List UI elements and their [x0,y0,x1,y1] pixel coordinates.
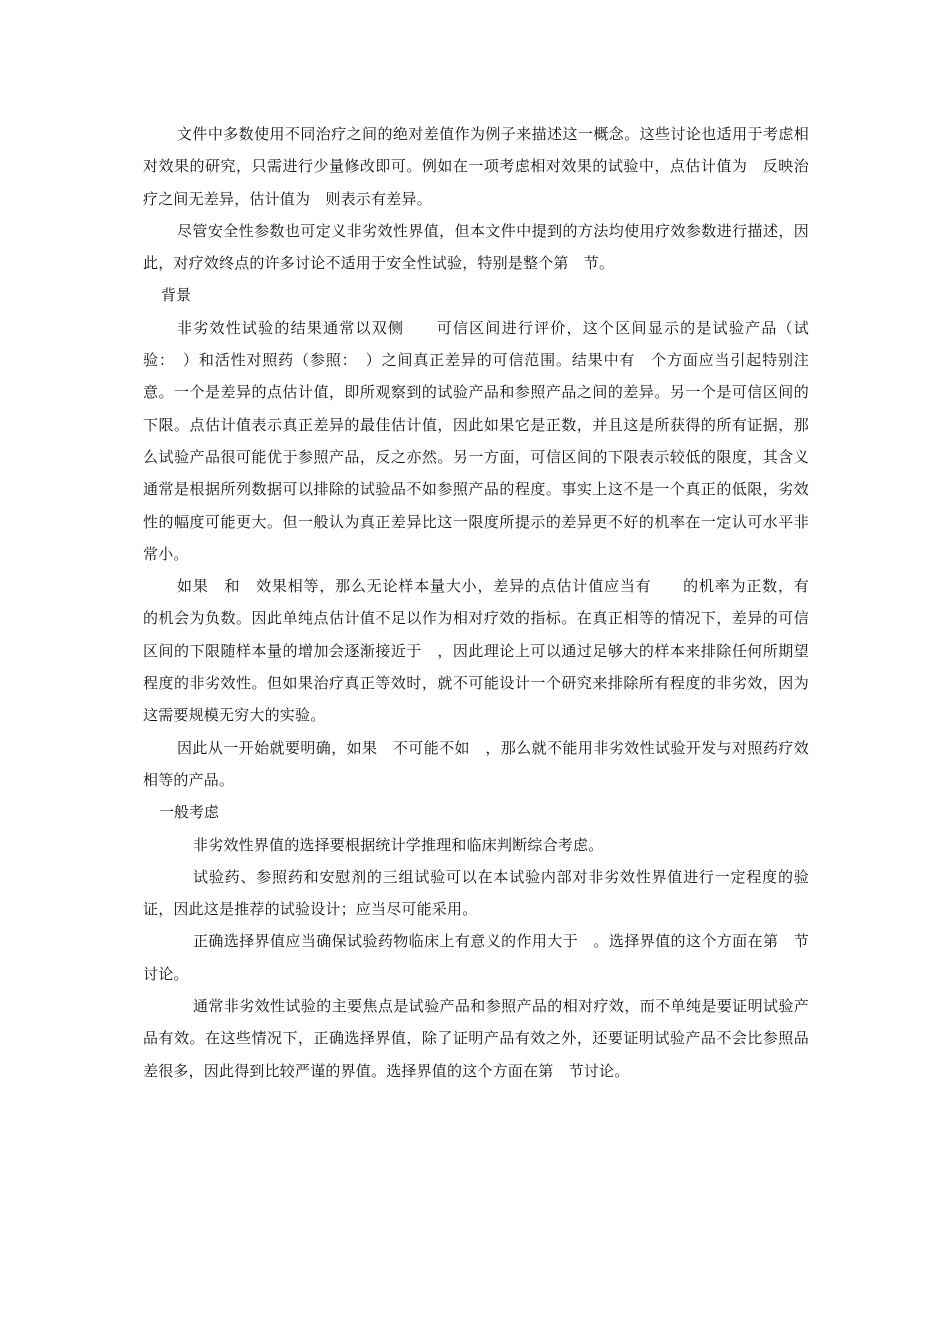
heading-background: 背景 [161,286,192,305]
paragraph-clinical-effect: 正确选择界值应当确保试验药物临床上有意义的作用大于 。选择界值的这个方面在第 节讨论。 [143,932,809,983]
paragraph-equal-effect: 如果 和 效果相等，那么无论样本量大小，差异的点估计值应当有 的机率为正数，有 的机会为负数。因此单纯点估计值不足以作为相对疗效的指标。在真正相等的情况下，差异的可信区间的下限随样本量的增加会逐渐接近于 ，因此理论上可以通过足够大的样本来排除任何所期望程度的非劣效性。但如果治疗真正等效时，就不可能设计一个研究来排除所有程度的非劣效，因为这需要规模无穷大的实验。 [143,577,840,725]
paragraph-three-arm-trial: 试验药、参照药和安慰剂的三组试验可以在本试验内部对非劣效性界值进行一定程度的验证，因此这是推荐的试验设计；应当尽可能采用。 [143,867,809,919]
paragraph-safety-parameters: 尽管安全性参数也可定义非劣效性界值，但本文件中提到的方法均使用疗效参数进行描述，因此，对疗效终点的许多讨论不适用于安全性试验，特别是整个第 节。 [143,221,809,273]
paragraph-conclusion: 因此从一开始就要明确，如果 不可能不如 ，那么就不能用非劣效性试验开发与对照药疗效相等的产品。 [143,738,809,789]
paragraph-margin-selection: 非劣效性界值的选择要根据统计学推理和临床判断综合考虑。 [193,835,604,854]
paragraph-confidence-interval: 非劣效性试验的结果通常以双侧 可信区间进行评价，这个区间显示的是试验产品（试验： ）和活性对照药（参照： ）之间真正差异的可信范围。结果中有 个方面应当引起特别注意。一个是差异的点估计值，即所观察到的试验产品和参照产品之间的差异。另一个是可信区间的下限。点估计值表示真正差异的最佳估计值，因此如果它是正数，并且这是所获得的所有证据，那么试验产品很可能优于参照产品，反之亦然。另一方面，可信区间的下限表示较低的限度，其含义通常是根据所列数据可以排除的试验品不如参照产品的程度。事实上这不是一个真正的低限，劣效性的幅度可能更大。但一般认为真正差异比这一限度所提示的差异更不好的机率在一定认可水平非常小。 [143,318,809,563]
paragraph-relative-effect: 文件中多数使用不同治疗之间的绝对差值作为例子来描述这一概念。这些讨论也适用于考虑相对效果的研究，只需进行少量修改即可。例如在一项考虑相对效果的试验中，点估计值为 反映治疗之间无差异，估计值为 则表示有差异。 [143,125,809,208]
paragraph-relative-efficacy: 通常非劣效性试验的主要焦点是试验产品和参照产品的相对疗效，而不单纯是要证明试验产品有效。在这些情况下，正确选择界值，除了证明产品有效之外，还要证明试验产品不会比参照品差很多，因此得到比较严谨的界值。选择界值的这个方面在第 节讨论。 [143,997,809,1080]
document-page [143,118,840,1087]
heading-general-considerations: 一般考虑 [159,803,220,822]
